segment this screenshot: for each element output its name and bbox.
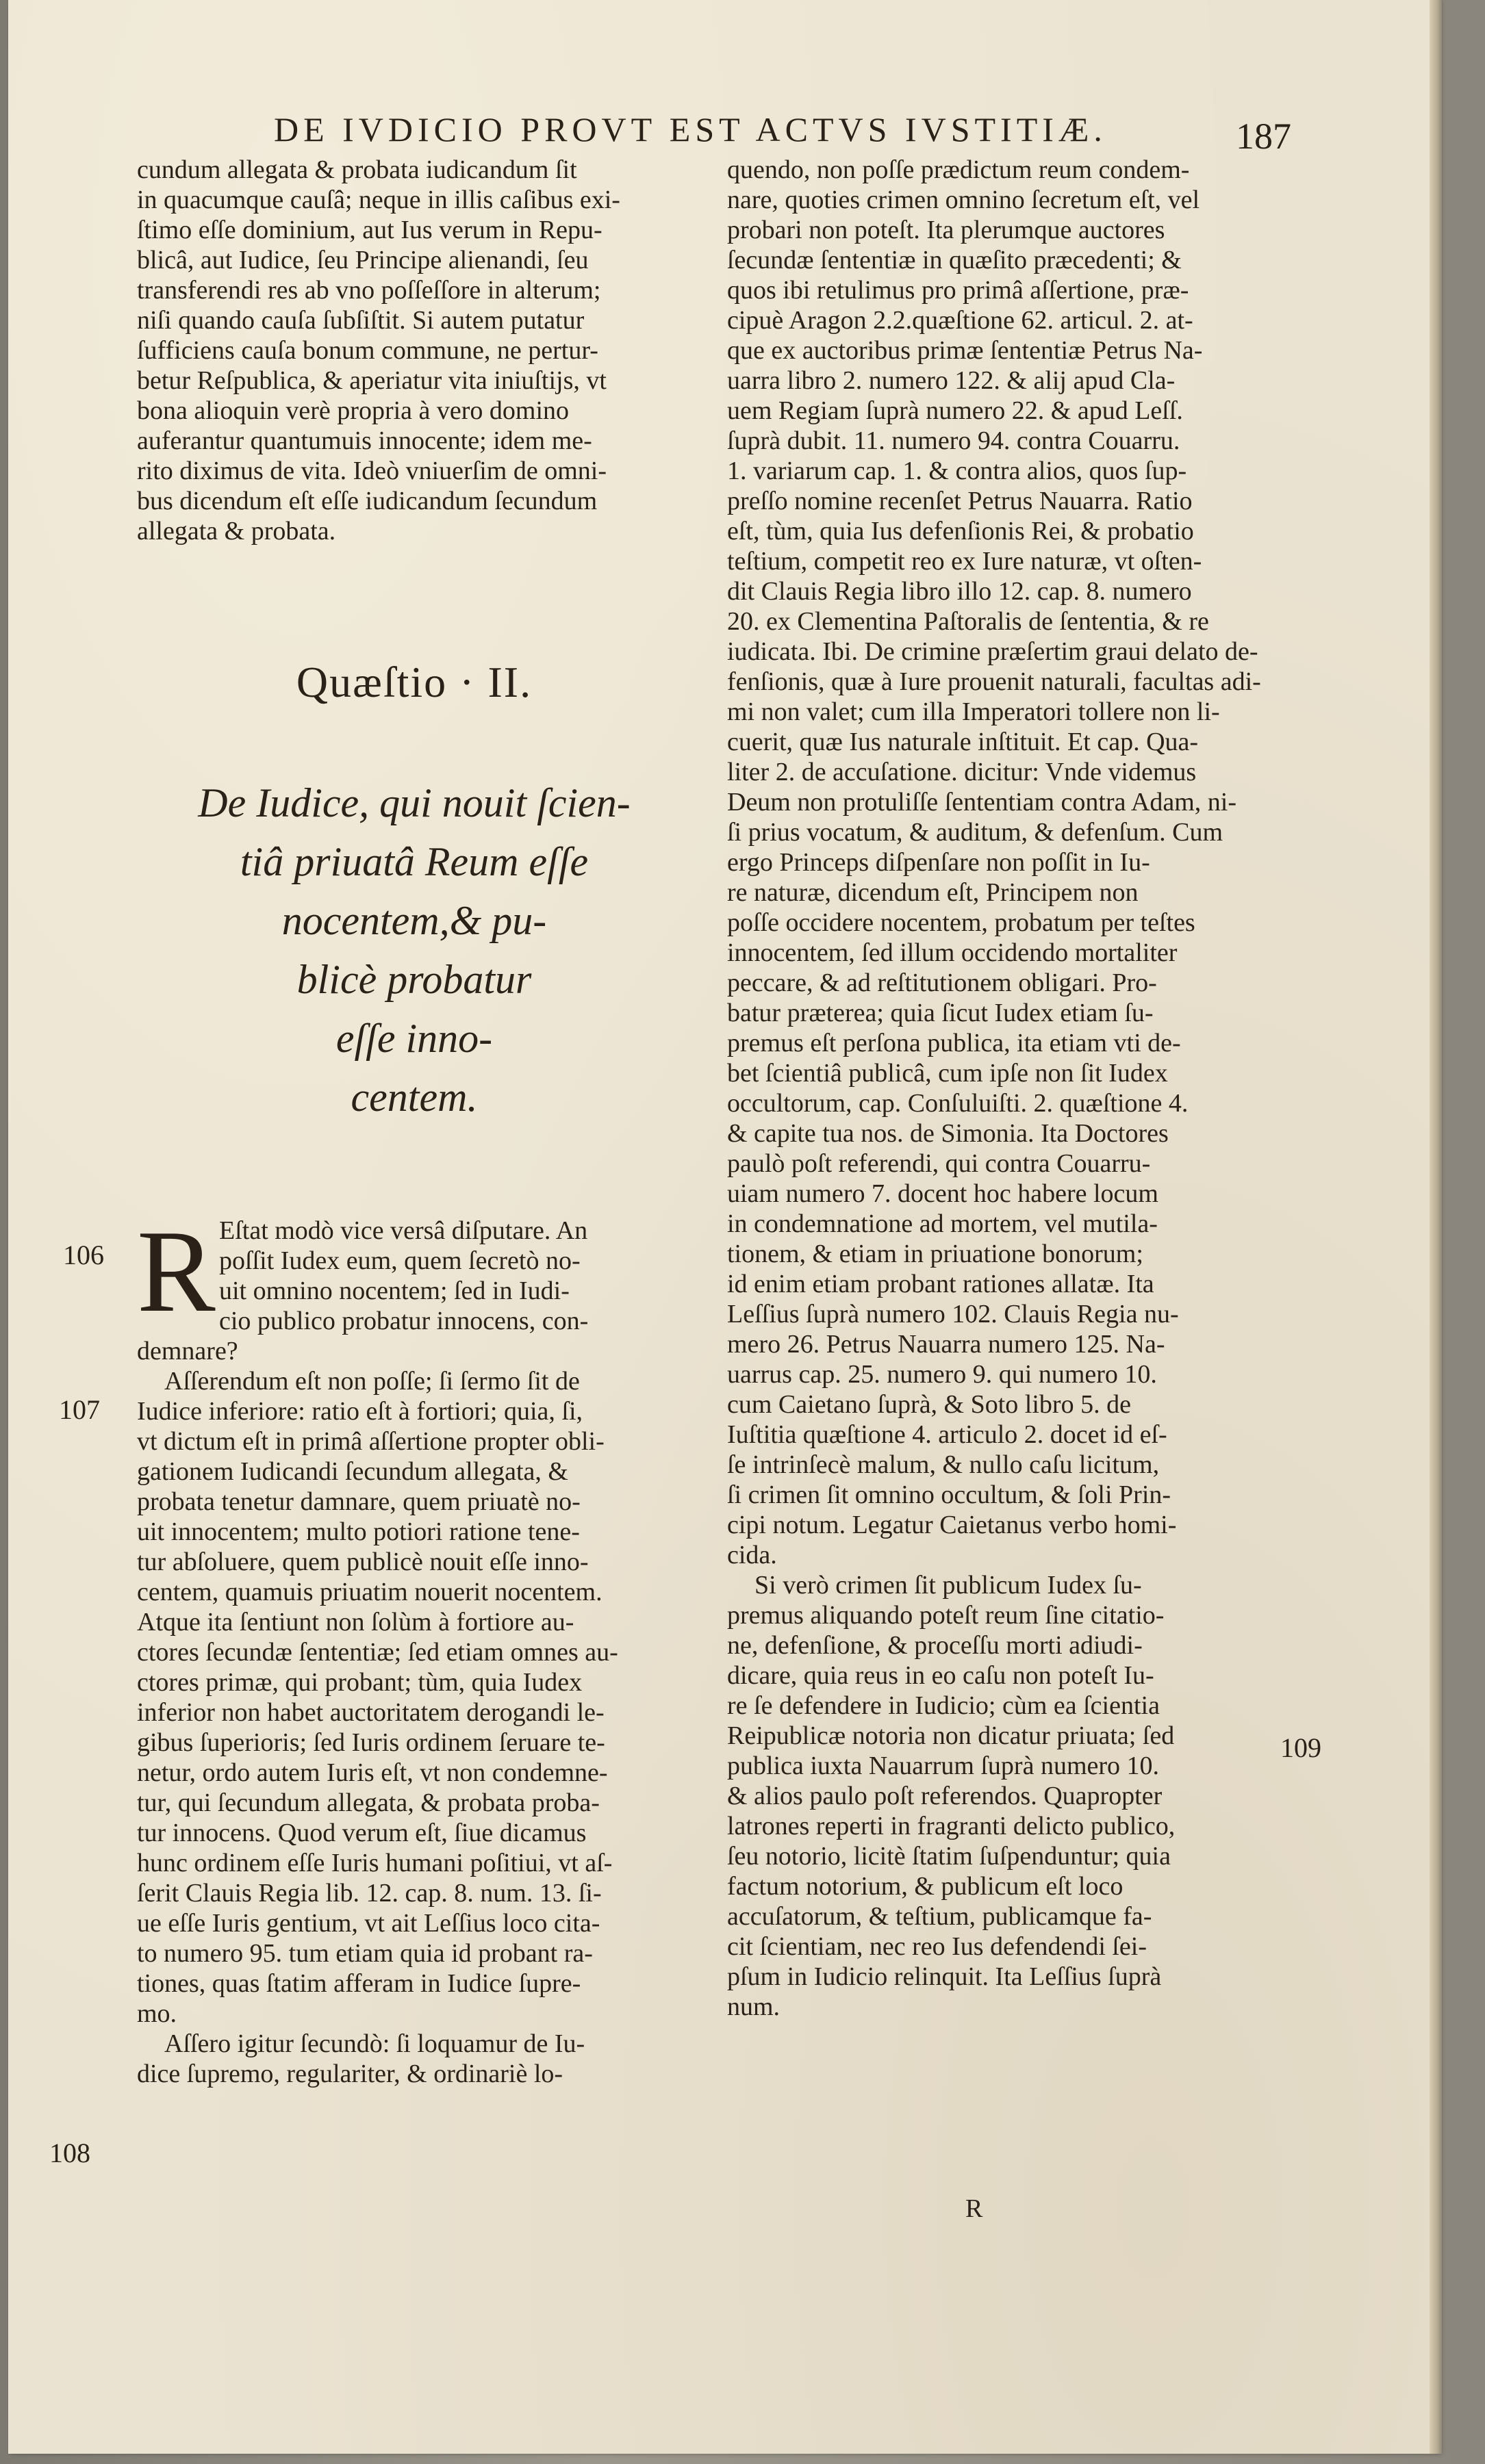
question-subtitle-line: nocentem,& pu- <box>281 898 547 943</box>
question-subtitle-line: eſſe inno- <box>335 1016 493 1061</box>
right-column-line: nare, quoties crimen omnino ſecretum eſt, vel <box>727 185 1200 214</box>
left-column-body-line: gationem Iudicandi ſecundum allegata, & <box>137 1457 568 1486</box>
right-column-line: mi non valet; cum illa Imperatori tollere non li- <box>727 697 1220 726</box>
right-column-line: re ſe defendere in Iudicio; cùm ea ſcientia <box>727 1691 1160 1720</box>
right-column-line: bet ſcientiâ publicâ, cum ipſe non ſit Iudex <box>727 1059 1168 1088</box>
right-column-line: uiam numero 7. docent hoc habere locum <box>727 1179 1158 1208</box>
margin-number-108: 108 <box>49 2138 90 2168</box>
page-number: 187 <box>1236 116 1291 157</box>
right-column-line: Iuſtitia quæſtione 4. articulo 2. docet id eſ- <box>727 1420 1167 1449</box>
left-column-body-line: centem, quamuis priuatim nouerit nocentem. <box>137 1578 602 1606</box>
left-column-top-line: rito diximus de vita. Ideò vniuerſim de omni- <box>137 457 607 485</box>
right-column-line: ſi crimen ſit omnino occultum, & ſoli Prin- <box>727 1480 1171 1509</box>
right-column-line: ſecundæ ſententiæ in quæſito præcedenti; & <box>727 246 1182 274</box>
left-column-body-line: ctores ſecundæ ſententiæ; ſed etiam omnes au- <box>137 1638 618 1667</box>
right-column-line: & alios paulo poſt referendos. Quapropter <box>727 1782 1163 1810</box>
left-column-body-line: hunc ordinem eſſe Iuris humani poſitiui, vt aſ- <box>137 1849 613 1877</box>
right-column-line: cipi notum. Legatur Caietanus verbo homi- <box>727 1511 1177 1539</box>
left-column-top-line: bona alioquin verè propria à vero domino <box>137 396 570 425</box>
left-column-body-line: inferior non habet auctoritatem derogandi le- <box>137 1698 605 1727</box>
right-column-line: innocentem, ſed illum occidendo mortaliter <box>727 938 1178 967</box>
right-column-line: publica iuxta Nauarrum ſuprà numero 10. <box>727 1751 1160 1780</box>
right-column-line: liter 2. de accuſatione. dicitur: Vnde videmus <box>727 758 1197 786</box>
right-column-line: cit ſcientiam, nec reo Ius defendendi ſei- <box>727 1932 1147 1961</box>
left-column-top-line: blicâ, aut Iudice, ſeu Principe alienandi, ſeu <box>137 246 589 274</box>
left-column-top-line: cundum allegata & probata iudicandum ſit <box>137 155 577 184</box>
right-column <box>727 155 1290 2022</box>
running-head: DE IVDICIO PROVT EST ACTVS IVSTITIÆ. <box>274 110 1107 149</box>
left-column-body-line: tur innocens. Quod verum eſt, ſiue dicamus <box>137 1819 587 1847</box>
left-column-top-line: niſi quando cauſa ſubſiſtit. Si autem putatur <box>137 306 585 335</box>
right-column-line: quendo, non poſſe prædictum reum condem- <box>727 155 1190 184</box>
right-column-line: 1. variarum cap. 1. & contra alios, quos ſup- <box>727 457 1187 485</box>
right-column-line: teſtium, competit reo ex Iure naturæ, vt oſten- <box>727 547 1202 576</box>
right-column-line: Reipublicæ notoria non dicatur priuata; ſed <box>727 1721 1175 1750</box>
left-column-body-line: gibus ſuperioris; ſed Iuris ordinem ſeruare te- <box>137 1728 605 1757</box>
left-column-body-line: Aſſerendum eſt non poſſe; ſi ſermo ſit de <box>164 1367 580 1396</box>
left-column-top-line: bus dicendum eſt eſſe iudicandum ſecundum <box>137 487 598 515</box>
right-column-line: paulò poſt referendi, qui contra Couarru- <box>727 1149 1151 1178</box>
left-column-body-line: ſerit Clauis Regia lib. 12. cap. 8. num. 13. ſi- <box>137 1879 602 1908</box>
left-column-top-line: allegata & probata. <box>137 517 336 546</box>
question-subtitle-line: blicè probatur <box>296 957 532 1002</box>
left-column-body-line: uit omnino nocentem; ſed in Iudi- <box>219 1276 570 1305</box>
left-column-body-line: tiones, quas ſtatim afferam in Iudice ſupre- <box>137 1969 581 1998</box>
margin-number-109: 109 <box>1280 1732 1321 1763</box>
right-column-line: Si verò crimen ſit publicum Iudex ſu- <box>754 1571 1142 1600</box>
question-subtitle-line: De Iudice, qui nouit ſcien- <box>198 780 631 825</box>
left-column-top <box>137 155 691 546</box>
left-column-body-line: Iudice inferiore: ratio eſt à fortiori; quia, ſi, <box>137 1397 583 1426</box>
right-column-line: 20. ex Clementina Paſtoralis de ſententia, & re <box>727 607 1209 636</box>
right-column-line: ſe intrinſecè malum, & nullo caſu licitum, <box>727 1450 1160 1479</box>
right-column-line: Deum non protuliſſe ſententiam contra Adam, ni- <box>727 788 1236 817</box>
right-column-line: dit Clauis Regia libro illo 12. cap. 8. numero <box>727 577 1192 606</box>
left-column-body-line: mo. <box>137 1999 177 2028</box>
left-column-body-line: netur, ordo autem Iuris eſt, vt non condemne- <box>137 1758 608 1787</box>
right-column-line: num. <box>727 1992 780 2021</box>
right-column-line: poſſe occidere nocentem, probatum per teſtes <box>727 908 1195 937</box>
margin-number-107: 107 <box>59 1394 100 1425</box>
right-column-line: & capite tua nos. de Simonia. Ita Doctores <box>727 1119 1169 1148</box>
right-column-line: tionem, & etiam in priuatione bonorum; <box>727 1240 1143 1268</box>
signature-mark: R <box>965 2194 983 2223</box>
right-column-line: cida. <box>727 1541 777 1569</box>
page-edge <box>1430 0 1442 2454</box>
question-heading: Quæſtio · II. <box>296 658 533 706</box>
question-subtitle-line: centem. <box>351 1075 478 1120</box>
left-column-body-line: tur, qui ſecundum allegata, & probata proba- <box>137 1788 600 1817</box>
right-column-line: uarra libro 2. numero 122. & alij apud Cla- <box>727 366 1176 395</box>
left-column-body-line: Atque ita ſentiunt non ſolùm à fortiore au- <box>137 1608 574 1637</box>
left-column-body-line: uit innocentem; multo potiori ratione tene- <box>137 1517 580 1546</box>
right-column-line: ergo Princeps diſpenſare non poſſit in Iu- <box>727 848 1150 877</box>
right-column-line: iudicata. Ibi. De crimine præſertim graui delato de- <box>727 637 1258 666</box>
right-column-line: occultorum, cap. Conſuluiſti. 2. quæſtione 4. <box>727 1089 1189 1118</box>
right-column-line: preſſo nomine recenſet Petrus Nauarra. Ratio <box>727 487 1193 515</box>
right-column-line: in condemnatione ad mortem, vel mutila- <box>727 1209 1158 1238</box>
left-column-body-line: probata tenetur damnare, quem priuatè no- <box>137 1487 581 1516</box>
right-column-line: uarrus cap. 25. numero 9. qui numero 10. <box>727 1360 1157 1389</box>
right-column-line: quos ibi retulimus pro primâ aſſertione, præ- <box>727 276 1189 305</box>
question-subtitle-line: tiâ priuatâ Reum eſſe <box>240 839 589 884</box>
right-column-line: id enim etiam probant rationes allatæ. Ita <box>727 1270 1154 1298</box>
right-column-line: probari non poteſt. Ita plerumque auctores <box>727 216 1165 244</box>
drop-cap: R <box>137 1207 216 1337</box>
right-column-line: premus eſt perſona publica, ita etiam vti de- <box>727 1029 1181 1057</box>
right-column-line: ſuprà dubit. 11. numero 94. contra Couarru. <box>727 426 1180 455</box>
left-column-body-line: poſſit Iudex eum, quem ſecretò no- <box>219 1246 581 1275</box>
left-column-body-line: ctores primæ, qui probant; tùm, quia Iudex <box>137 1668 583 1697</box>
right-column-line: pſum in Iudicio relinquit. Ita Leſſius ſuprà <box>727 1962 1162 1991</box>
left-column-top-line: betur Reſpublica, & aperiatur vita iniuſtijs, vt <box>137 366 607 395</box>
right-column-line: cipuè Aragon 2.2.quæſtione 62. articul. 2. at- <box>727 306 1193 335</box>
right-column-line: premus aliquando poteſt reum ſine citatio- <box>727 1601 1165 1630</box>
right-column-line: re naturæ, dicendum eſt, Principem non <box>727 878 1139 907</box>
left-column-body-line: vt dictum eſt in primâ aſſertione propter obli- <box>137 1427 605 1456</box>
left-column-body-line: cio publico probatur innocens, con- <box>219 1307 589 1335</box>
left-column-top-line: in quacumque cauſâ; neque in illis caſibus exi- <box>137 185 620 214</box>
right-column-line: cum Caietano ſuprà, & Soto libro 5. de <box>727 1390 1131 1419</box>
left-column-top-line: transferendi res ab vno poſſeſſore in alterum; <box>137 276 601 305</box>
right-column-line: accuſatorum, & teſtium, publicamque fa- <box>727 1902 1152 1931</box>
right-column-line: fenſionis, quæ à Iure prouenit naturali, facultas adi- <box>727 667 1261 696</box>
right-column-line: cuerit, quæ Ius naturale inſtituit. Et cap. Qua- <box>727 728 1199 756</box>
right-column-line: latrones reperti in fragranti delicto publico, <box>727 1812 1176 1840</box>
left-column-body-line: to numero 95. tum etiam quia id probant ra- <box>137 1939 593 1968</box>
right-column-line: Leſſius ſuprà numero 102. Clauis Regia nu- <box>727 1300 1179 1329</box>
right-column-line: batur præterea; quia ſicut Iudex etiam ſu- <box>727 999 1154 1027</box>
right-column-line: ſi prius vocatum, & auditum, & defenſum. Cum <box>727 818 1223 847</box>
left-column-body-line: demnare? <box>137 1337 238 1365</box>
left-column-top-line: ſufficiens cauſa bonum commune, ne pertur- <box>137 336 598 365</box>
left-column-body-line: Eſtat modò vice versâ diſputare. An <box>219 1216 588 1245</box>
left-column-top-line: ſtimo eſſe dominium, aut Ius verum in Repu- <box>137 216 602 244</box>
question-subtitle <box>137 773 691 1127</box>
left-column-body-line: tur abſoluere, quem publicè nouit eſſe inno- <box>137 1548 589 1576</box>
right-column-line: eſt, tùm, quia Ius defenſionis Rei, & probatio <box>727 517 1194 546</box>
right-column-line: dicare, quia reus in eo caſu non poteſt Iu- <box>727 1661 1154 1690</box>
right-column-line: que ex auctoribus primæ ſententiæ Petrus Na- <box>727 336 1203 365</box>
left-column-body <box>137 1216 691 2089</box>
right-column-line: factum notorium, & publicum eſt loco <box>727 1872 1124 1901</box>
left-column-top-line: auferantur quantumuis innocente; idem me- <box>137 426 592 455</box>
right-column-line: ne, defenſione, & proceſſu morti adiudi- <box>727 1631 1143 1660</box>
right-column-line: mero 26. Petrus Nauarra numero 125. Na- <box>727 1330 1165 1359</box>
right-column-line: ſeu notorio, licitè ſtatim ſuſpenduntur; quia <box>727 1842 1171 1871</box>
left-column-body-line: Aſſero igitur ſecundò: ſi loquamur de Iu- <box>164 2029 585 2058</box>
left-column-body-line: dice ſupremo, regulariter, & ordinariè lo- <box>137 2059 563 2088</box>
margin-number-106: 106 <box>63 1240 104 1270</box>
right-column-line: uem Regiam ſuprà numero 22. & apud Leſſ. <box>727 396 1183 425</box>
left-column-body-line: ue eſſe Iuris gentium, vt ait Leſſius loco cita- <box>137 1909 600 1938</box>
right-column-line: peccare, & ad reſtitutionem obligari. Pro- <box>727 968 1157 997</box>
